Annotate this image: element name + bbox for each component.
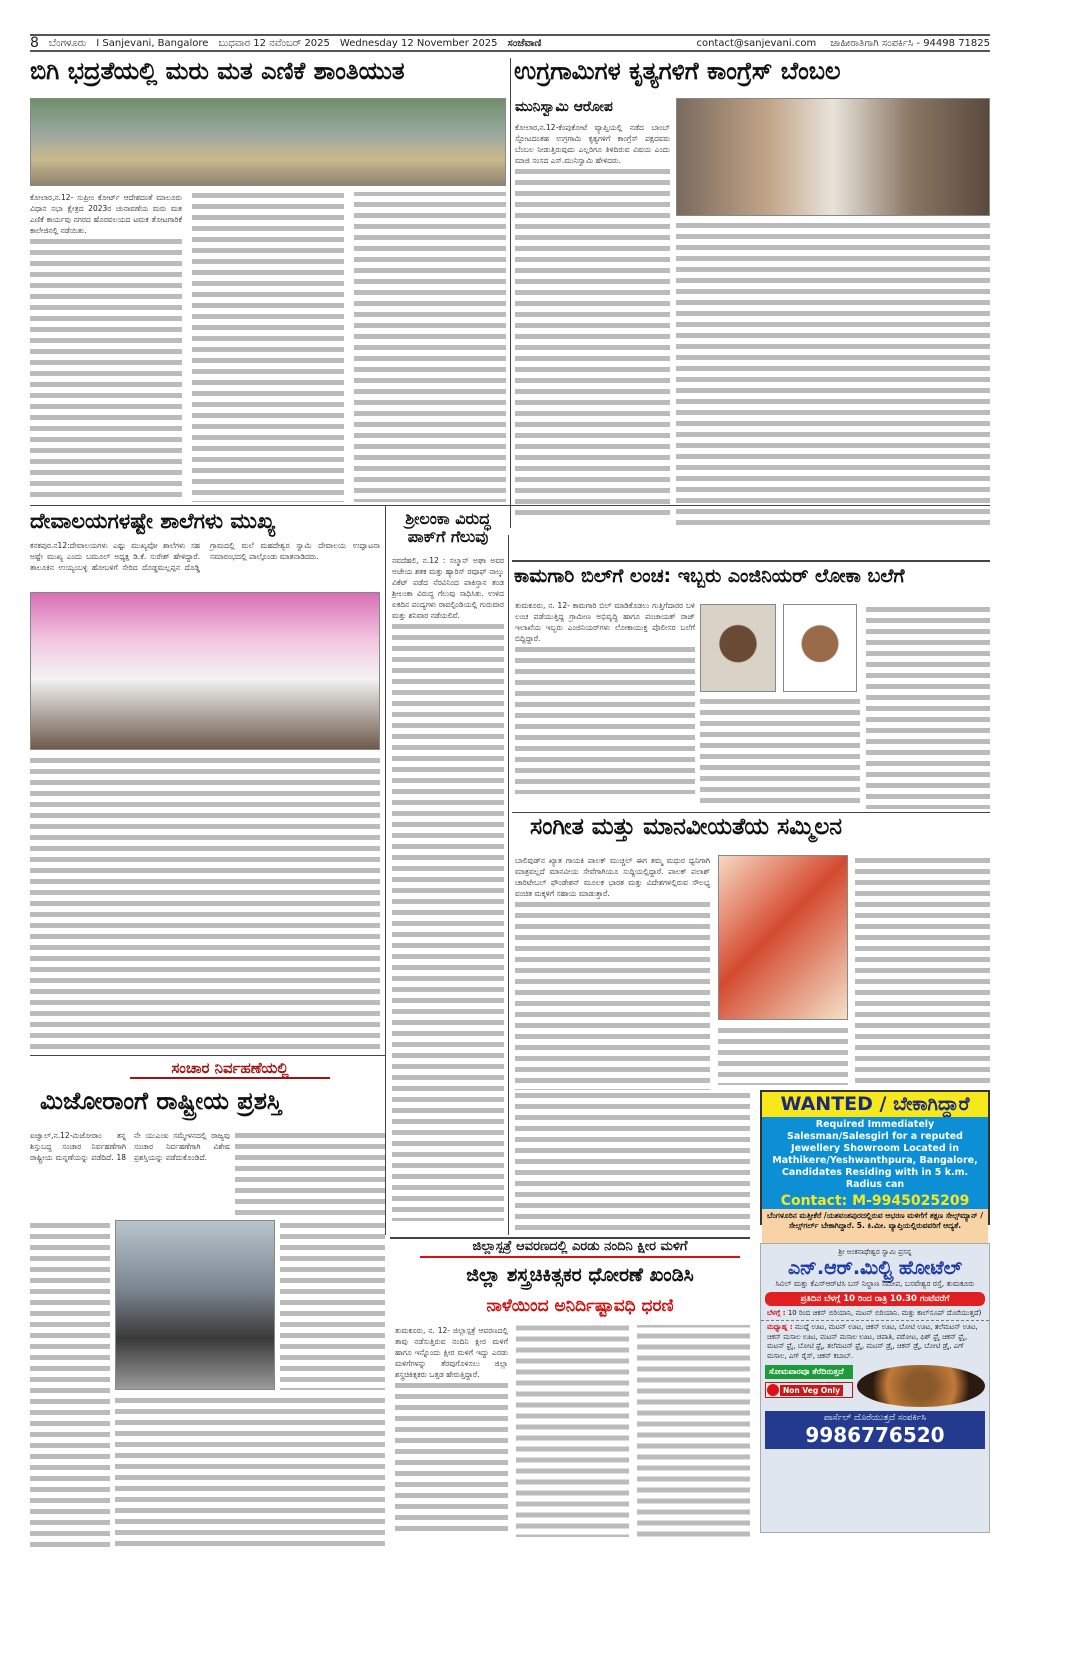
ad-wanted-body: Required Immediately Salesman/Salesgirl for a reputed Jewellery Showroom Located in Mathikere/Yeshwanthpura, Bangalore, Candidates Residing with in 5 k.m. Radius can bbox=[772, 1119, 978, 1190]
hotel-address: ಸಿವಿಲ್ ಮತ್ತು ಕೆಎಸ್ಆರ್‌ಟಿಸಿ ಬಸ್ ನಿಲ್ದಾಣ ಸಮೀಪ, ಬಸವೇಶ್ವರ ರಸ್ತೆ, ತುಮಕೂರು bbox=[775, 1279, 975, 1288]
article-temples-intro bbox=[30, 540, 380, 588]
ad-wanted-kannada: ಬೆಂಗಳೂರಿನ ಮತ್ತೀಕೆರೆ /ಯಶವಂತಪುರದಲ್ಲಿರುವ ಆಭರಣ ಮಳಿಗೆಗೆ ತಕ್ಷಣ ಸೇಲ್ಸ್‌ಮ್ಯಾನ್ /ಸೇಲ್ಸ್‌ಗರ್ಲ್ ಬೇಕಾಗಿದ್ದಾರೆ. 5. ಕಿ.ಮೀ. ವ್ಯಾಪ್ತಿಯಲ್ಲಿರುವವರಿಗೆ ಆದ್ಯತೆ. bbox=[762, 1209, 988, 1249]
article-body: ಐಜ್ವಾಲ್,ನ.12-ಮಿಜೋರಾಂ ತನ್ನ ಶಿಸ್ತುಬದ್ಧ ಸಂಚಾರ ನಿರ್ವಹಣೆಗಾಗಿ ರಾಷ್ಟ್ರೀಯ ಮನ್ನಣೆಯನ್ನು ಪಡೆದಿದೆ. 18 ನೇ ಯುಎಂಐ ಸಮ್ಮೇಳನದಲ್ಲಿ ರಾಜ್ಯವು ಸಂಚಾರ ನಿರ್ವಹಣೆಗಾಗಿ ವಿಶೇಷ ಪ್ರಶಸ್ತಿಯನ್ನು ಪಡೆದುಕೊಂಡಿದೆ. bbox=[30, 1131, 230, 1162]
article-body: ಕನಕಪುರ.ನ12:ದೇವಾಲಯಗಳು ಎಷ್ಟು ಮುಖ್ಯವೋ ಶಾಲೆಗಳು ಸಹ ಅಷ್ಟೇ ಮುಖ್ಯ ಎಂದು ಬಮೂಲ್ ಅಧ್ಯಕ್ಷ ಡಿ.ಕೆ. ಸುರೇಶ್ ಹೇಳಿದ್ದಾರೆ. ತಾಲೂಕಿನ ಉಯ್ಯಂಬಳ್ಳಿ ಹೋಬಳಿಗೆ ಸೇರಿದ ದೊಡ್ಡಮಲ್ಲಪ್ಪನ ದೊಡ್ಡಿ ಗ್ರಾಮದಲ್ಲಿ ಮಲೆ ಮಹದೇಶ್ವರ ಸ್ವಾಮಿ ದೇವಾಲಯ ಉದ್ಘಾಟನಾ ಸಮಾರಂಭದಲ್ಲಿ ಪಾಲ್ಗೊಂಡು ಮಾತನಾಡಿದರು. bbox=[30, 541, 380, 572]
headline-nandini: ಜಿಲ್ಲಾ ಶಸ್ತ್ರಚಿಕಿತ್ಸಕರ ಧೋರಣೆ ಖಂಡಿಸಿ bbox=[466, 1264, 694, 1286]
ad-wanted bbox=[760, 1090, 990, 1230]
headline-mizoram: ಮಿಜೋರಾಂಗೆ ರಾಷ್ಟ್ರೀಯ ಪ್ರಶಸ್ತಿ bbox=[40, 1087, 282, 1115]
row-divider bbox=[30, 505, 990, 506]
article-temples-body bbox=[30, 755, 380, 1050]
article-congress bbox=[515, 122, 670, 527]
row-divider bbox=[512, 560, 990, 562]
article-cricket bbox=[392, 555, 504, 1245]
date-kannada: ಬುಧವಾರ 12 ನವೆಂಬರ್ 2025 bbox=[218, 37, 330, 49]
photo-palak-muchhal bbox=[718, 855, 848, 1020]
ad-wanted-contact: Contact: M-9945025209 bbox=[780, 1193, 970, 1209]
date-english: Wednesday 12 November 2025 bbox=[339, 37, 498, 49]
text-filler bbox=[515, 166, 670, 516]
article-nandini bbox=[395, 1325, 750, 1550]
email: contact@sanjevani.com bbox=[696, 37, 817, 49]
city: ಬೆಂಗಳೂರು bbox=[48, 37, 87, 49]
text-filler bbox=[515, 644, 695, 794]
photo-engineer-1 bbox=[700, 604, 776, 692]
article-bribe bbox=[515, 600, 695, 810]
morning-menu: 10 ರಿಂದ ಚಿಕನ್ ಬಿರಿಯಾನಿ, ಮಟನ್ ಬಿರಿಯಾನಿ. ಮತ್ತು ಕಾಲ್‌ಸೂಪ್ ದೊರೆಯುತ್ತದೆ) bbox=[787, 1309, 982, 1317]
row-divider bbox=[30, 1055, 385, 1056]
headline-bribe: ಕಾಮಗಾರಿ ಬಿಲ್‌ಗೆ ಲಂಚ: ಇಬ್ಬರು ಎಂಜಿನಿಯರ್ ಲೋಕಾ ಬಲೆಗೆ bbox=[514, 565, 905, 587]
photo-munisvamy bbox=[676, 98, 990, 216]
subhead-nandini: ನಾಳೆಯಿಂದ ಅನಿರ್ದಿಷ್ಟಾವಧಿ ಧರಣಿ bbox=[486, 1296, 674, 1316]
article-mizoram-right bbox=[280, 1220, 385, 1390]
article-body: ಕೋಲಾರ,ನ.12- ಸುಪ್ರೀಂ ಕೋರ್ಟ್ ಆದೇಶದಂತೆ ಮಾಲೂರು ವಿಧಾನ ಸಭಾ ಕ್ಷೇತ್ರದ 2023ರ ಚುನಾವಣೆಯ ಮರು ಮತ ಎಣಿಕೆ ಕಾರ್ಯವು ನಗರದ ಹೊರವಲಯದ ಟಮಕ ತೋಟಗಾರಿಕೆ ಕಾಲೇಜಿನಲ್ಲಿ ನಡೆಯಿತು. bbox=[30, 193, 182, 235]
article-mizoram-left bbox=[30, 1220, 110, 1550]
headline-temples: ದೇವಾಲಯಗಳಷ್ಟೇ ಶಾಲೆಗಳು ಮುಖ್ಯ bbox=[30, 509, 276, 533]
photo-food-plate bbox=[857, 1365, 985, 1407]
text-filler bbox=[392, 621, 504, 1221]
page-header bbox=[30, 34, 990, 52]
monday-open-badge: ಸೋಮವಾರವೂ ತೆರೆದಿರುತ್ತದೆ bbox=[765, 1365, 853, 1379]
article-music-continued-3 bbox=[515, 1090, 750, 1230]
article-bribe-continued-2 bbox=[866, 604, 990, 809]
article-bribe-continued bbox=[700, 696, 860, 808]
subhead-congress: ಮುನಿಸ್ವಾಮಿ ಆರೋಪ bbox=[515, 99, 613, 115]
article-music-continued-2 bbox=[855, 855, 990, 1085]
hotel-blessing: ಶ್ರೀ ಅಂಕನಾಥೇಶ್ವರ ಸ್ವಾಮಿ ಪ್ರಸನ್ನ bbox=[838, 1248, 912, 1256]
hotel-phone: 9986776520 bbox=[805, 1423, 945, 1447]
article-congress-continued bbox=[676, 220, 990, 527]
ad-hotel bbox=[760, 1243, 990, 1533]
article-body: ಕೋಲಾರ,ನ.12-ಕೆಂಪುಕೋಟೆ ವ್ಯಾಪ್ತಿಯಲ್ಲಿ ನಡೆದ ಬಾಂಬ್ ಸ್ಫೋಟದಂತಹ ಉಗ್ರಗಾಮಿ ಕೃತ್ಯಗಳಿಗೆ ಕಾಂಗ್ರೆಸ್ ಪಕ್ಷದವರು ಬೆಂಬಲ ನೀಡುತ್ತಿರುವುದು ಎಲ್ಲರಿಗೂ ತಿಳಿದಿರುವ ವಿಷಯ ಎಂದು ಮಾಜಿ ಸಂಸದ ಎಸ್.ಮುನಿಸ್ವಾಮಿ ಹೇಳಿದರು. bbox=[515, 123, 670, 165]
photo-temple-event bbox=[30, 592, 380, 750]
article-mizoram-bottom bbox=[115, 1395, 385, 1550]
kicker-nandini: ಜಿಲ್ಲಾಸ್ಪತ್ರೆ ಆವರಣದಲ್ಲಿ ಎರಡು ನಂದಿನಿ ಕ್ಷೀರ ಮಳಿಗೆ bbox=[420, 1240, 740, 1258]
headline-music: ಸಂಗೀತ ಮತ್ತು ಮಾನವೀಯತೆಯ ಸಮ್ಮಿಲನ bbox=[530, 814, 843, 840]
column-divider bbox=[510, 58, 511, 528]
column-divider bbox=[385, 505, 386, 1235]
lunch-menu: ಮುದ್ದೆ ಊಟ, ಮಟನ್ ಊಟ, ಚಿಕನ್ ಊಟ, ಬೋಟಿ ಊಟ, ತಲೆಮಟನ್ ಊಟ, ಚಿಕನ್ ಮಸಾಲ ಊಟ, ಮಟನ್ ಮಸಾಲ ಊಟ, ಚಪಾತಿ, ಪರೋಟ, ಫಿಶ್ ಫ್ರೈ ಚಿಕನ್ ಫ್ರೈ, ಮಟನ್ ಫ್ರೈ, ಬೋಟಿ ಫ್ರೈ, ತಲೆಮಟನ್ ಫ್ರೈ, ಮಟನ್ ಡ್ರೈ, ಚಿಕನ್ ಡ್ರೈ, ಬೋಟಿ ಡ್ರೈ, ಎಗ್ ಮಸಾಲ, ಎಗ್ ರೈಸ್, ಚಿಕನ್ ಕಬಾಬ್. bbox=[767, 1323, 978, 1360]
article-mizoram-continued bbox=[235, 1130, 385, 1215]
row-divider bbox=[512, 812, 990, 813]
article-by-election bbox=[30, 192, 506, 502]
parcel-text: ಪಾರ್ಸೆಲ್ ದೊರೆಯುತ್ತದೆ ಸಂಪರ್ಕಿಸಿ bbox=[823, 1413, 927, 1423]
article-body: ಬಾಲಿವುಡ್‌ನ ಖ್ಯಾತ ಗಾಯಕಿ ಪಾಲಕ್ ಮುಚ್ಚಲ್ ಈಗ ತಮ್ಮ ಮಧುರ ಧ್ವನಿಗಾಗಿ ಮಾತ್ರವಲ್ಲದೆ ಮಾನವೀಯ ಸೇವೆಗಾಗಿಯೂ ಸುದ್ದಿಯಲ್ಲಿದ್ದಾರೆ. ಪಾಲಕ್ ಪಲಾಶ್ ಚಾರಿಟೇಬಲ್ ಫೌಂಡೇಶನ್ ಮೂಲಕ ಭಾರತ ಮತ್ತು ವಿದೇಶಗಳಲ್ಲಿರುವ ಸೌಲಭ್ಯ ವಂಚಿತ ಮಕ್ಕಳಿಗೆ ಸಹಾಯ ಮಾಡುತ್ತಾರೆ. bbox=[515, 856, 710, 898]
nonveg-dot-icon bbox=[767, 1384, 779, 1396]
photo-police-security bbox=[30, 98, 506, 186]
hotel-name: ಎನ್.ಆರ್.ಮಿಲ್ಟ್ರಿ ಹೋಟೆಲ್ bbox=[787, 1257, 963, 1279]
ad-contact: ಜಾಹೀರಾತಿಗಾಗಿ ಸಂಪರ್ಕಿಸಿ - 94498 71825 bbox=[830, 37, 990, 49]
photo-traffic bbox=[115, 1220, 275, 1390]
article-mizoram bbox=[30, 1130, 230, 1215]
masthead: ಸಂಜೆವಾಣಿ bbox=[507, 37, 542, 49]
nonveg-badge: Non Veg Only bbox=[780, 1385, 843, 1396]
lunch-label: ಮಧ್ಯಾಹ್ನ : bbox=[767, 1323, 793, 1331]
column-divider bbox=[508, 535, 509, 1235]
edition: I Sanjevani, Bangalore bbox=[96, 37, 209, 49]
headline-by-election: ಬಿಗಿ ಭದ್ರತೆಯಲ್ಲಿ ಮರು ಮತ ಎಣಿಕೆ ಶಾಂತಿಯುತ bbox=[30, 57, 405, 85]
article-body: ತುಮಕೂರು, ನ. 12- ಜಿಲ್ಲಾಸ್ಪತ್ರೆ ಆವರಣದಲ್ಲಿ ತಾವು ನಡೆಸುತ್ತಿರುವ ನಂದಿನಿ ಕ್ಷೀರ ಮಳಿಗೆ ಹಾಗೂ ಇನ್ನೊಂದು ಕ್ಷೀರ ಮಳಿಗೆ ಇದ್ದು ಎರಡು ಮಳಿಗೆಗಳನ್ನು ತೆರವುಗೊಳಿಸಲು ಜಿಲ್ಲಾ ಶಸ್ತ್ರಚಿಕಿತ್ಸಕರು ಒತ್ತಡ ಹೇರುತ್ತಿದ್ದಾರೆ. bbox=[395, 1326, 508, 1379]
photo-engineer-2 bbox=[783, 604, 857, 692]
article-body: ನವದೆಹಲಿ, ನ.12 : ಸಲ್ಮಾನ್ ಅಘಾ ಅವರ ಅಜೇಯ ಶತಕ ಮತ್ತು ಹ್ಯಾರಿಸ್ ರವೂಫ್ ನಾಲ್ಕು ವಿಕೆಟ್ ಪಡೆದ ನೆರವಿನಿಂದ ಪಾಕಿಸ್ತಾನ ತಂಡ ಶ್ರೀಲಂಕಾ ವಿರುದ್ಧ ಗೆಲುವು ಸಾಧಿಸಿತು. ಉಳಿದ ಏಕದಿನ ಪಂದ್ಯಗಳು ರಾವಲ್ಪಿಂಡಿಯಲ್ಲಿ ಗುರುವಾರ ಮತ್ತು ಶನಿವಾರ ನಡೆಯಲಿವೆ. bbox=[392, 556, 504, 620]
kicker-mizoram: ಸಂಚಾರ ನಿರ್ವಹಣೆಯಲ್ಲಿ bbox=[130, 1060, 330, 1079]
morning-label: ಬೆಳಗ್ಗೆ : bbox=[767, 1309, 786, 1317]
headline-cricket: ಶ್ರೀಲಂಕಾ ವಿರುದ್ಧ ಪಾಕ್‌ಗೆ ಗೆಲುವು bbox=[405, 509, 491, 546]
page-number: 8 bbox=[30, 35, 39, 51]
article-music-continued bbox=[718, 1025, 848, 1085]
hotel-timings: ಪ್ರತಿದಿನ ಬೆಳಗ್ಗೆ 10 ರಿಂದ ರಾತ್ರಿ 10.30 ಗಂಟೆವರೆಗೆ bbox=[765, 1292, 985, 1306]
headline-congress: ಉಗ್ರಗಾಮಿಗಳ ಕೃತ್ಯಗಳಿಗೆ ಕಾಂಗ್ರೆಸ್ ಬೆಂಬಲ bbox=[514, 57, 841, 85]
ad-wanted-title: WANTED / ಬೇಕಾಗಿದ್ದಾರೆ bbox=[762, 1092, 988, 1117]
article-body: ತುಮಕೂರು, ನ. 12- ಕಾಮಗಾರಿ ಬಿಲ್ ಮಾಡಿಕೊಡಲು ಗುತ್ತಿಗೆದಾರರ ಬಳಿ ಲಂಚ ಪಡೆಯುತ್ತಿದ್ದ ಗ್ರಾಮೀಣ ಅಭಿವೃದ್ಧಿ ಹಾಗೂ ಪಂಚಾಯತ್ ರಾಜ್ ಇಲಾಖೆಯ ಇಬ್ಬರು ಎಂಜಿನಿಯರ್‌ಗಳು ಲೋಕಾಯುಕ್ತ ಪೊಲೀಸರ ಬಲೆಗೆ ಬಿದ್ದಿದ್ದಾರೆ. bbox=[515, 601, 695, 643]
